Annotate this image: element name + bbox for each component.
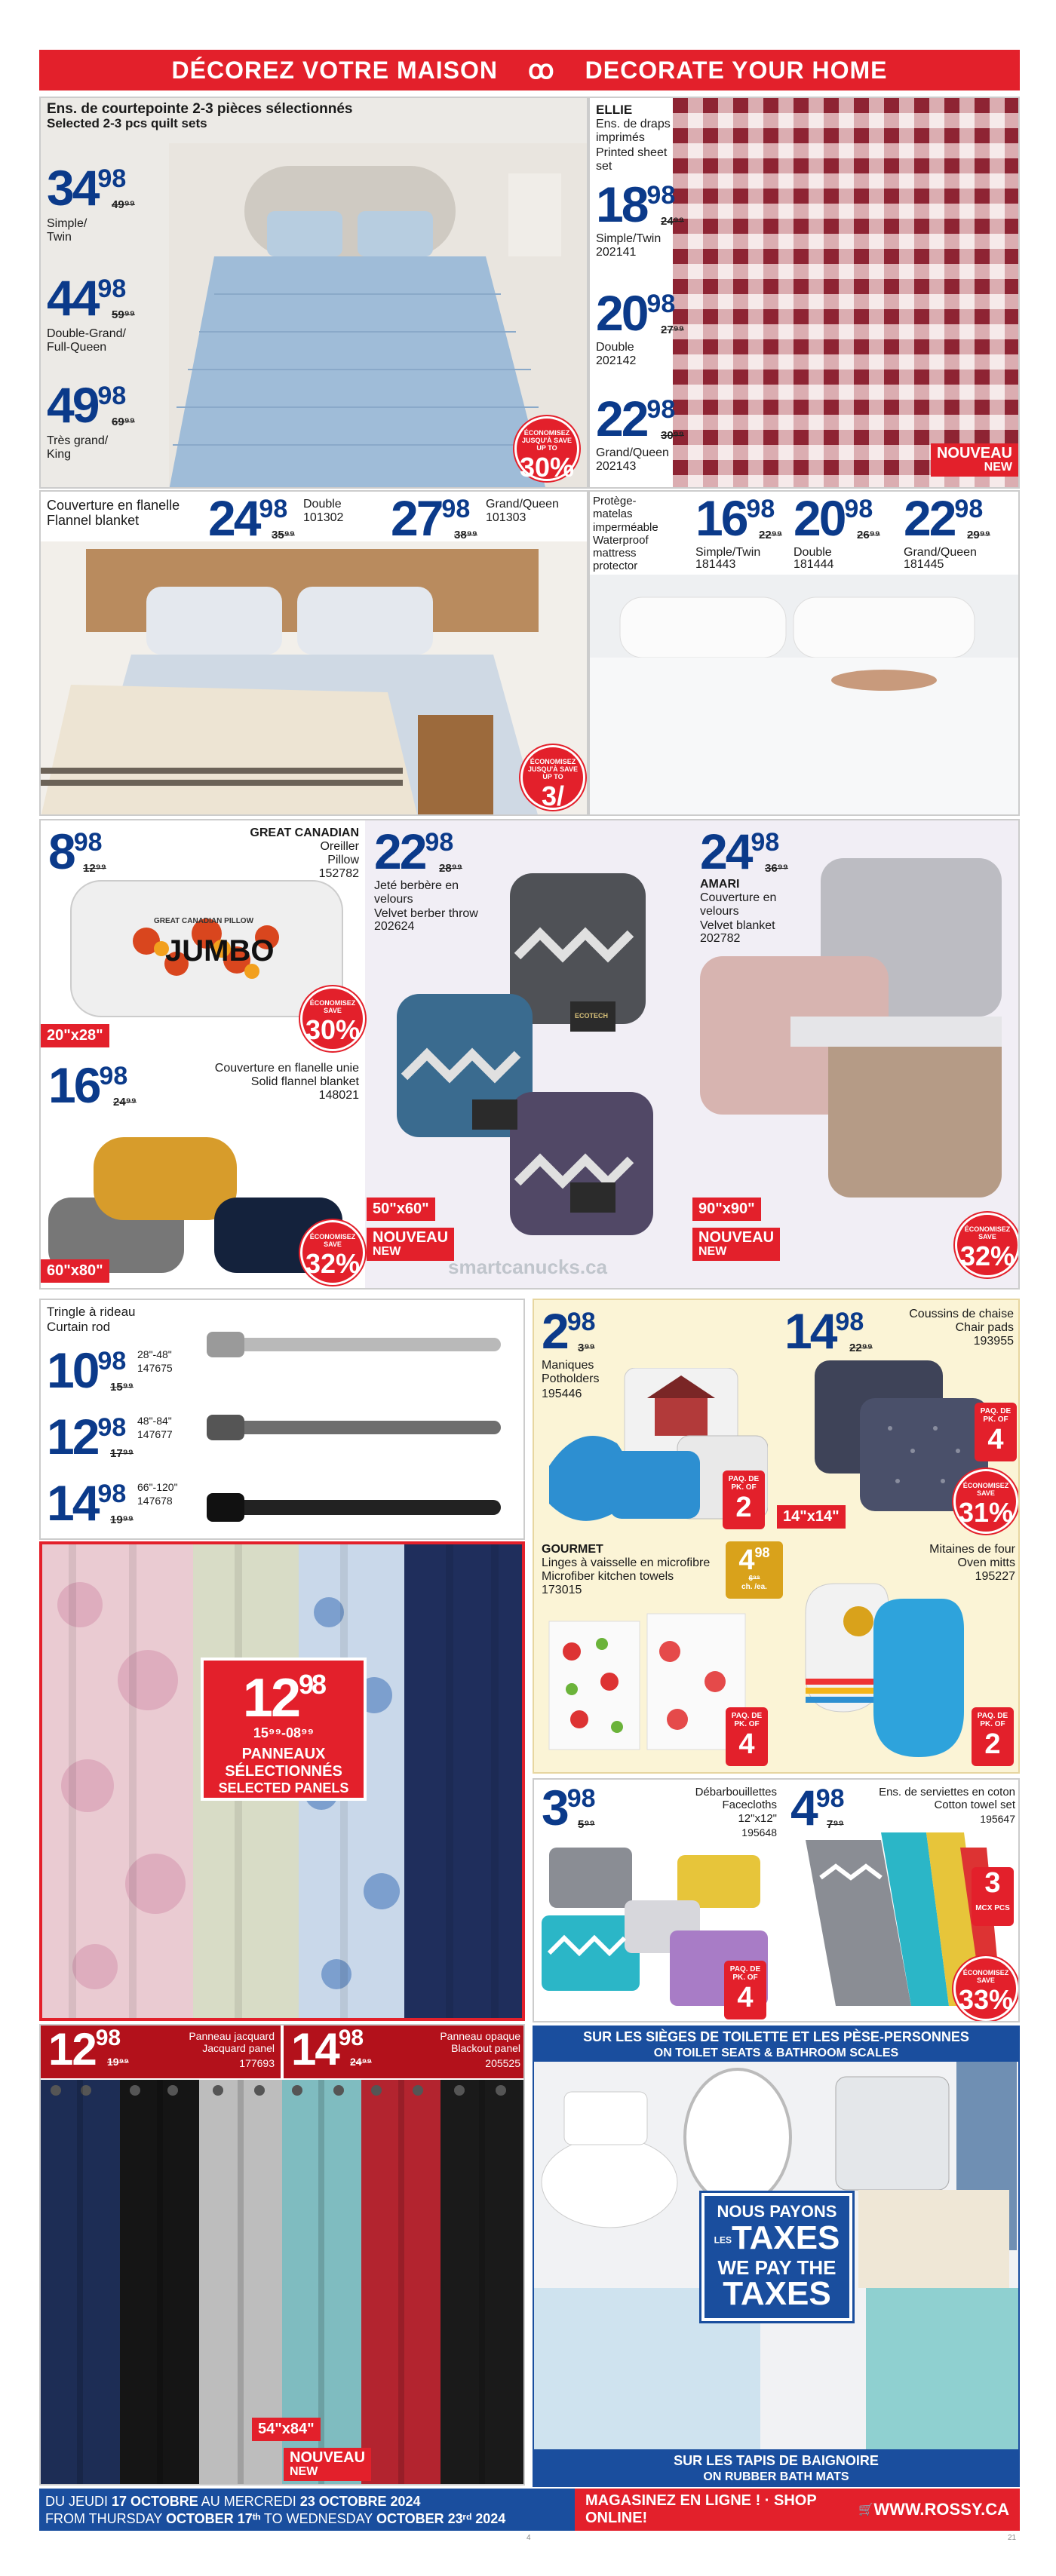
sheets-new-tag: NOUVEAU NEW <box>931 443 1018 477</box>
kitchen-section <box>533 1299 1020 1774</box>
solid-flannel-savings-badge: ÉCONOMISEZ SAVE 32% <box>300 1220 365 1285</box>
sheets-label-double: Double <box>596 341 634 354</box>
protector-price-queen: 2298 29⁹⁹ <box>904 490 990 546</box>
rod-size-3: 66"-120" <box>137 1481 178 1493</box>
page-number-left: 4 <box>526 2534 531 2542</box>
facecloths-title: Débarbouillettes Facecloths 12"x12" <box>695 1786 777 1825</box>
protector-label-twin: Simple/Twin <box>695 546 761 559</box>
jacquard-price: 1298 <box>48 2024 121 2075</box>
panels-price-card <box>201 1658 367 1801</box>
sheets-price-double: 2098 27⁹⁹ <box>596 285 684 341</box>
banner-title-fr: DÉCOREZ VOTRE MAISON <box>171 56 498 84</box>
berber-throw-deal[interactable] <box>367 820 691 1290</box>
panels-title-fr: PANNEAUX SÉLECTIONNÉS <box>225 1746 342 1780</box>
panel-pair-deal[interactable] <box>39 2024 525 2486</box>
flannel-savings-badge: ÉCONOMISEZ JUSQU'À SAVE UP TO 3/ <box>520 745 585 810</box>
protector-label-queen: Grand/Queen <box>904 546 977 559</box>
solid-flannel-size: 60"x80" <box>41 1259 109 1283</box>
potholders-deal[interactable] <box>534 1300 777 1537</box>
blackout-title: Panneau opaque Blackout panel <box>440 2030 520 2055</box>
rossy-logo: ꝏ <box>527 56 555 84</box>
protector-sku-twin: 181443 <box>695 558 736 571</box>
oven-mitts-pack: PAQ. DE PK. OF 2 <box>972 1707 1014 1766</box>
berber-new-tag: NOUVEAU NEW <box>367 1228 454 1261</box>
facecloths-deal[interactable] <box>534 1780 783 2022</box>
oven-mitts-title: Mitaines de four Oven mitts <box>929 1543 1015 1570</box>
pillow-deal[interactable] <box>41 820 365 1054</box>
flannel-sku-queen: 101303 <box>486 511 526 524</box>
flannel-bed-image <box>41 541 588 816</box>
chair-pads-pack: PAQ. DE PK. OF 4 <box>975 1403 1017 1461</box>
flannel-title-en: Flannel blanket <box>47 513 140 528</box>
selected-panels-deal[interactable] <box>39 1541 525 2021</box>
solid-flannel-price: 1698 24⁹⁹ <box>48 1057 137 1113</box>
jacquard-sku: 177693 <box>239 2057 275 2069</box>
potholders-title: Maniques Potholders <box>542 1359 600 1386</box>
blackout-size: 54"x84" <box>252 2418 321 2441</box>
berber-size: 50"x60" <box>367 1198 435 1221</box>
berber-price: 2298 28⁹⁹ <box>374 823 462 879</box>
taxes-line-4: WE PAY THE <box>717 2256 837 2279</box>
taxes-line-5: TAXES <box>723 2275 831 2312</box>
facecloths-sku: 195648 <box>741 1826 777 1838</box>
flannel-price-queen: 2798 38⁹⁹ <box>391 490 477 546</box>
quilt-price-double: 4498 59⁹⁹ <box>47 270 135 326</box>
footer-dates-en: FROM THURSDAY OCTOBER 17ᵗʰ TO WEDNESDAY OCTOBER 23ʳᵈ 2024 <box>45 2510 506 2526</box>
quilt-price-twin: 3498 49⁹⁹ <box>47 160 135 216</box>
jacquard-title: Panneau jacquard Jacquard panel <box>189 2030 275 2055</box>
flannel-label-queen: Grand/Queen <box>486 498 559 511</box>
kitchen-towels-deal[interactable] <box>534 1538 783 1774</box>
footer <box>39 2489 1020 2531</box>
velvet-new-tag: NOUVEAU NEW <box>692 1228 780 1261</box>
curtain-rod-deal[interactable] <box>39 1299 525 1540</box>
pillow-brand: GREAT CANADIAN <box>250 826 359 839</box>
chair-pads-size: 14"x14" <box>777 1505 846 1529</box>
potholders-sku: 195446 <box>542 1388 582 1400</box>
facecloths-pack: PAQ. DE PK. OF 4 <box>724 1961 766 2019</box>
rod-size-2: 48"-84" <box>137 1415 172 1427</box>
sheets-sku-double: 202142 <box>596 354 637 367</box>
pillow-size: 20"x28" <box>41 1024 109 1047</box>
footer-shop-online[interactable] <box>575 2489 1020 2531</box>
sheets-sku-twin: 202141 <box>596 246 637 259</box>
quilt-deal[interactable] <box>39 97 588 489</box>
gingham-sheet-image <box>673 98 1020 489</box>
rod-price-1: 1098 15⁹⁹ <box>47 1342 134 1398</box>
solid-flannel-deal[interactable] <box>41 1054 365 1290</box>
sheets-sku-queen: 202143 <box>596 460 637 473</box>
velvet-size: 90"x90" <box>692 1198 761 1221</box>
velvet-blanket-deal[interactable] <box>692 820 1020 1290</box>
sheets-brand: ELLIE <box>596 103 633 117</box>
quilt-label-double: Double-Grand/ Full-Queen <box>47 327 126 354</box>
mattress-protector-deal[interactable] <box>588 490 1020 816</box>
rod-sku-3: 147678 <box>137 1495 173 1507</box>
pillow-savings-badge: ÉCONOMISEZ SAVE 30% <box>300 986 365 1051</box>
kitchen-towels-pack: PAQ. DE PK. OF 4 <box>726 1707 768 1766</box>
pillow-print-brand: JUMBO <box>165 934 275 968</box>
protector-label-double: Double <box>794 546 832 559</box>
velvet-price: 2498 36⁹⁹ <box>700 823 788 879</box>
rod-price-3: 1498 19⁹⁹ <box>47 1475 134 1531</box>
footer-dates <box>39 2489 575 2531</box>
rod-sku-2: 147677 <box>137 1428 173 1440</box>
quilt-title-fr: Ens. de courtepointe 2-3 pièces sélectionnés <box>47 101 353 117</box>
chair-pads-sku: 193955 <box>973 1335 1014 1348</box>
sheets-label-queen: Grand/Queen <box>596 446 669 459</box>
flannel-title-fr: Couverture en flanelle <box>47 498 180 513</box>
protector-price-twin: 1698 22⁹⁹ <box>695 490 782 546</box>
pillow-title: Oreiller Pillow <box>320 840 359 867</box>
chair-pads-savings-badge: ÉCONOMISEZ SAVE 31% <box>953 1469 1018 1534</box>
panels-range: 15⁹⁹-08⁹⁹ <box>253 1725 315 1740</box>
flannel-price-double: 2498 35⁹⁹ <box>208 490 295 546</box>
berber-label: ECOTECH <box>575 1012 609 1020</box>
banner-title-en: DECORATE YOUR HOME <box>585 56 888 84</box>
velvet-savings-badge: ÉCONOMISEZ SAVE 32% <box>955 1213 1020 1277</box>
blackout-old-price: 24⁹⁹ <box>350 2056 372 2068</box>
blackout-price: 1498 <box>291 2024 364 2075</box>
footer-url-link[interactable]: WWW.ROSSY.CA <box>873 2500 1009 2519</box>
facecloths-price: 398 5⁹⁹ <box>542 1780 596 1835</box>
taxes-top-stripe: SUR LES SIÈGES DE TOILETTE ET LES PÈSE-PERSONNES ON TOILET SEATS & BATHROOM SCALES <box>534 2027 1018 2062</box>
chair-pads-title: Coussins de chaise Chair pads <box>909 1308 1014 1335</box>
potholders-pack: PAQ. DE PK. OF 2 <box>723 1470 765 1529</box>
flannel-label-double: Double <box>303 498 342 511</box>
sheets-title-fr: Ens. de draps imprimés <box>596 118 671 145</box>
curtain-rods-image <box>199 1315 523 1534</box>
sheets-label-twin: Simple/Twin <box>596 232 662 245</box>
velvet-sku: 202782 <box>700 932 741 945</box>
page-number-right: 21 <box>1008 2534 1017 2542</box>
taxes-line-3: TAXES <box>731 2219 840 2256</box>
watermark: smartcanucks.ca <box>448 1256 608 1278</box>
kitchen-towels-price: $4^{98}$ 6⁹⁹ ch. /ea. <box>726 1541 783 1599</box>
taxes-line-1: NOUS PAYONS <box>717 2202 837 2221</box>
quilt-label-twin: Simple/ Twin <box>47 217 87 244</box>
taxes-line-2: LES <box>714 2234 732 2246</box>
oven-mitts-sku: 195227 <box>975 1570 1015 1583</box>
towel-set-sku: 195647 <box>980 1813 1015 1825</box>
quilt-savings-badge: ÉCONOMISEZ JUSQU'À SAVE UP TO 30% <box>514 416 579 481</box>
protector-price-double: 2098 26⁹⁹ <box>794 490 880 546</box>
bath-towels-section <box>533 1778 1020 2022</box>
solid-flannel-sku: 148021 <box>318 1089 359 1102</box>
pillow-print-text: GREAT CANADIAN PILLOW <box>154 917 254 925</box>
berber-sku: 202624 <box>374 920 415 933</box>
section-banner <box>39 50 1020 90</box>
sheets-price-twin: 1898 24⁹⁹ <box>596 176 684 232</box>
chair-pads-deal[interactable] <box>777 1300 1020 1537</box>
towel-set-title: Ens. de serviettes en coton Cotton towel set <box>879 1786 1015 1812</box>
flannel-deal[interactable] <box>39 490 588 816</box>
kitchen-towels-sku: 173015 <box>542 1584 582 1596</box>
panels-title-en: SELECTED PANELS <box>218 1780 349 1796</box>
blackout-new-tag: NOUVEAU NEW <box>284 2448 371 2481</box>
taxes-bottom-stripe: SUR LES TAPIS DE BAIGNOIRE ON RUBBER BATH MATS <box>534 2449 1018 2486</box>
velvet-title: Couverture en velours Velvet blanket <box>700 891 777 932</box>
kitchen-towels-brand: GOURMET <box>542 1543 603 1556</box>
sheets-price-queen: 2298 30⁹⁹ <box>596 391 684 446</box>
towel-set-deal[interactable] <box>783 1780 1020 2022</box>
chair-pads-price: 1498 22⁹⁹ <box>784 1303 873 1359</box>
rod-price-2: 1298 17⁹⁹ <box>47 1409 134 1464</box>
quilt-label-king: Très grand/ King <box>47 434 109 462</box>
pillow-price: 898 12⁹⁹ <box>48 823 106 879</box>
protector-title: Protège- matelas imperméable Waterproof mattress protector <box>593 495 658 573</box>
panels-price: $12^{98}$ <box>242 1668 325 1728</box>
sheets-deal[interactable] <box>588 97 1020 489</box>
solid-flannel-title: Couverture en flanelle unie Solid flannel blanket <box>214 1062 359 1089</box>
berber-title: Jeté berbère en velours Velvet berber throw <box>374 879 478 920</box>
mattress-protector-image <box>590 575 1020 816</box>
jacquard-old-price: 19⁹⁹ <box>107 2056 129 2068</box>
potholders-price: 298 3⁹⁹ <box>542 1303 596 1359</box>
footer-shop-text: MAGASINEZ EN LIGNE ! · SHOP ONLINE! <box>585 2492 817 2526</box>
kitchen-towels-title: Linges à vaisselle en microfibre Microfiber kitchen towels <box>542 1556 711 1584</box>
sheets-title-en: Printed sheet set <box>596 146 668 173</box>
blankets-section <box>39 819 1020 1290</box>
we-pay-taxes-promo[interactable] <box>533 2026 1020 2487</box>
taxes-badge <box>701 2193 852 2321</box>
flannel-sku-double: 101302 <box>303 511 344 524</box>
quilt-title-en: Selected 2-3 pcs quilt sets <box>47 116 207 130</box>
protector-sku-queen: 181445 <box>904 558 944 571</box>
footer-dates-fr: DU JEUDI 17 OCTOBRE AU MERCREDI 23 OCTOBRE 2024 <box>45 2494 421 2509</box>
rod-sku-1: 147675 <box>137 1362 173 1374</box>
jacquard-header[interactable] <box>41 2026 281 2078</box>
quilt-price-king: 4998 69⁹⁹ <box>47 377 135 433</box>
rod-size-1: 28"-48" <box>137 1348 172 1360</box>
towel-set-savings-badge: ÉCONOMISEZ SAVE 33% <box>953 1956 1018 2021</box>
towel-set-pieces: 3 MCX PCS <box>972 1867 1014 1926</box>
towel-set-price: 498 7⁹⁹ <box>790 1780 845 1835</box>
cart-icon: 🛒 <box>858 2504 874 2516</box>
blackout-header[interactable] <box>284 2026 525 2078</box>
berber-throw-image <box>382 866 676 1243</box>
oven-mitts-deal[interactable] <box>783 1538 1020 1774</box>
blackout-sku: 205525 <box>485 2057 520 2069</box>
velvet-brand: AMARI <box>700 878 740 891</box>
rod-title: Tringle à rideau Curtain rod <box>47 1305 136 1334</box>
protector-sku-double: 181444 <box>794 558 834 571</box>
pillow-sku: 152782 <box>318 867 359 880</box>
